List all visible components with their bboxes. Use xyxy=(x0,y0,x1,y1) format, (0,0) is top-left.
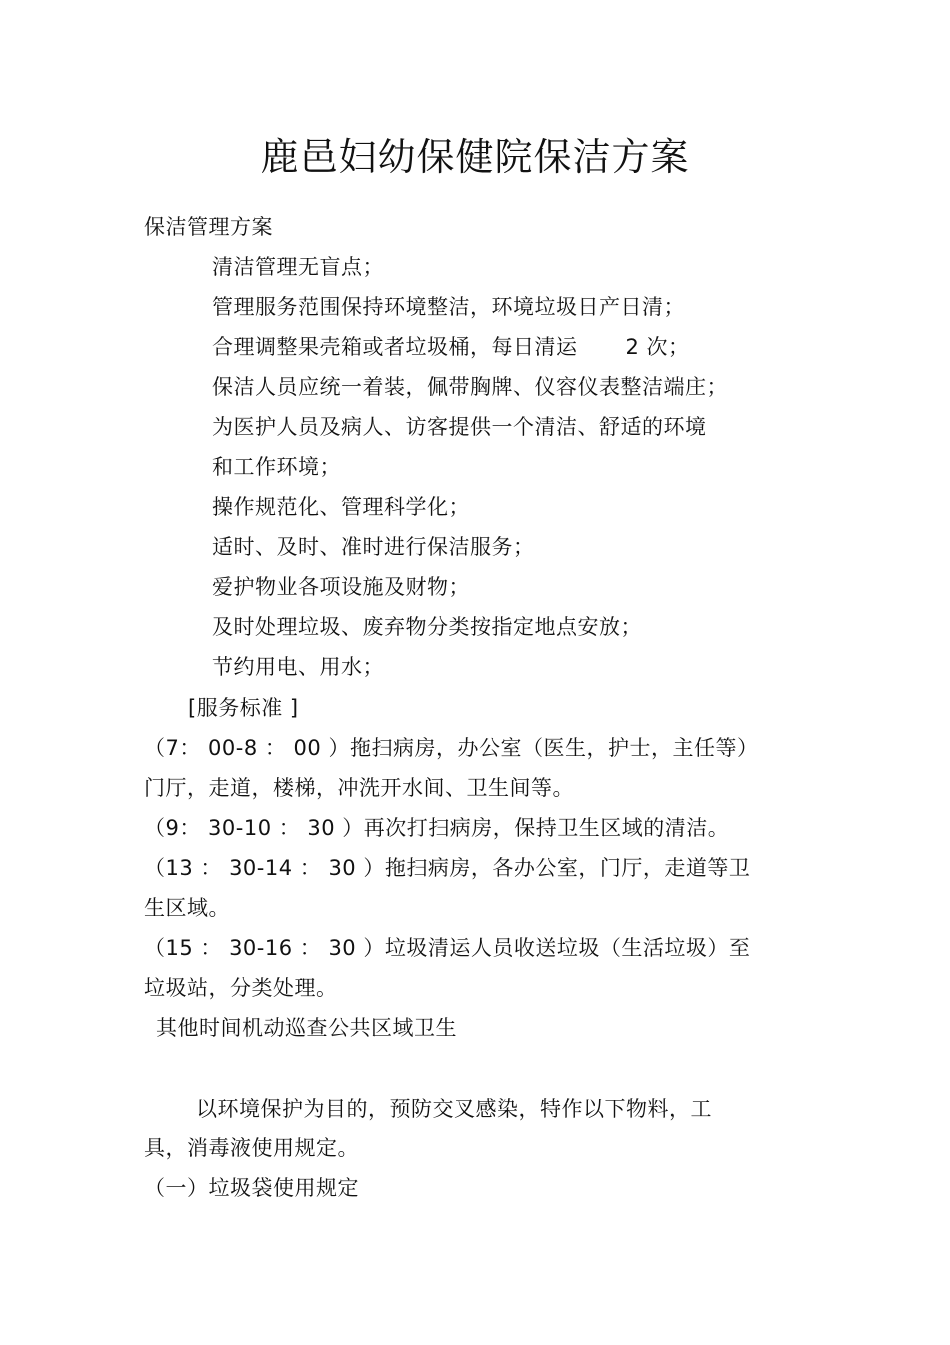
list-item: 操作规范化、管理科学化； xyxy=(212,495,470,519)
schedule-line: 生区域。 xyxy=(144,896,230,920)
list-item xyxy=(212,333,690,361)
list-item: 管理服务范围保持环境整洁，环境垃圾日产日清； xyxy=(212,295,685,319)
schedule-line: （9： 30-10 ： 30 ）再次打扫病房，保持卫生区域的清洁。 xyxy=(144,816,730,840)
schedule-line: 垃圾站，分类处理。 xyxy=(144,976,338,1000)
list-item: 适时、及时、准时进行保洁服务； xyxy=(212,535,535,559)
subsection-heading: （一）垃圾袋使用规定 xyxy=(144,1176,359,1200)
schedule-line: （15 ： 30-16 ： 30 ）垃圾清运人员收送垃圾（生活垃圾）至 xyxy=(144,936,751,960)
schedule-line: 门厅，走道，楼梯，冲洗开水间、卫生间等。 xyxy=(144,776,574,800)
list-item-text: 合理调整果壳箱或者垃圾桶，每日清运 xyxy=(212,335,578,359)
list-item: 和工作环境； xyxy=(212,455,341,479)
list-item: 爱护物业各项设施及财物； xyxy=(212,575,470,599)
schedule-line: （7： 00-8 ： 00 ）拖扫病房，办公室（医生，护士，主任等） xyxy=(144,736,759,760)
list-item: 清洁管理无盲点； xyxy=(212,255,384,279)
list-item-count: 2 次； xyxy=(625,335,690,359)
service-standard-heading: [服务标准 ] xyxy=(188,696,299,720)
list-item: 保洁人员应统一着装，佩带胸牌、仪容仪表整洁端庄； xyxy=(212,375,728,399)
purpose-paragraph-line: 具，消毒液使用规定。 xyxy=(144,1136,359,1160)
section-heading: 保洁管理方案 xyxy=(144,215,273,239)
list-item: 节约用电、用水； xyxy=(212,655,384,679)
list-item: 及时处理垃圾、废弃物分类按指定地点安放； xyxy=(212,615,642,639)
schedule-line: （13 ： 30-14 ： 30 ）拖扫病房，各办公室，门厅，走道等卫 xyxy=(144,856,751,880)
document-title: 鹿邑妇幼保健院保洁方案 xyxy=(260,135,690,179)
list-item: 为医护人员及病人、访客提供一个清洁、舒适的环境 xyxy=(212,415,707,439)
other-time-note: 其他时间机动巡查公共区域卫生 xyxy=(156,1016,457,1040)
purpose-paragraph-line: 以环境保护为目的，预防交叉感染，特作以下物料，工 xyxy=(196,1097,712,1121)
